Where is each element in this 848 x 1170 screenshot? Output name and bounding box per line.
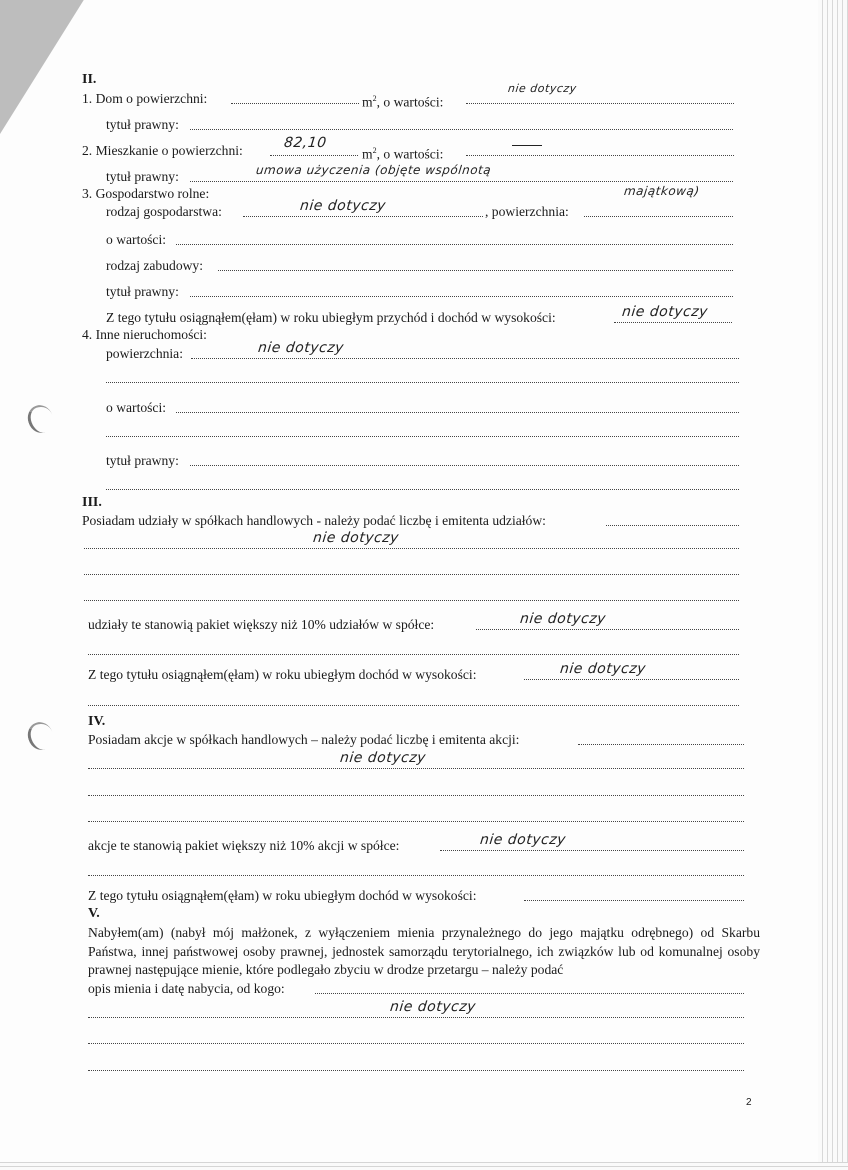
field-label: tytuł prawny:	[106, 169, 179, 184]
handwritten-entry: nie dotyczy	[339, 750, 427, 766]
handwritten-entry: 82,10	[283, 135, 328, 151]
fill-line	[88, 875, 744, 876]
fill-line	[270, 155, 358, 156]
handwritten-entry: umowa użyczenia (objęte wspólnotą	[255, 163, 492, 177]
section-heading: III.	[82, 495, 102, 510]
field-label: Z tego tytułu osiągnąłem(ęłam) w roku ubiegłym dochód w wysokości:	[88, 667, 477, 682]
fill-line	[466, 103, 734, 104]
fill-line	[614, 322, 732, 323]
page-number: 2	[746, 1097, 752, 1108]
punch-hole-icon	[24, 402, 57, 437]
fill-line	[88, 654, 739, 655]
field-label: , powierzchnia:	[485, 204, 569, 219]
field-label: $m^2$, o wartości:	[362, 94, 444, 110]
fill-line	[88, 795, 744, 796]
field-label: 3. Gospodarstwo rolne:	[82, 186, 210, 201]
fill-line	[84, 574, 739, 575]
fill-line	[243, 216, 483, 217]
field-label: Posiadam udziały w spółkach handlowych - należy podać liczbę i emitenta udziałów:	[82, 513, 546, 528]
section-paragraph: Nabyłem(am) (nabył mój małżonek, z wyłączeniem mienia przynależnego do jego majątku odrębnego) od Skarbu Państwa, innej państwowej osoby prawnej, jednostek samorządu terytorialnego, ich związków lub od komunalnej osoby prawnej następujące mienie, które podlegało zbyciu w drodze przetargu – należy podać	[88, 925, 760, 977]
fill-line	[440, 850, 744, 851]
fill-line	[106, 436, 739, 437]
fill-line	[176, 412, 739, 413]
field-label: udziały te stanowią pakiet większy niż 10% udziałów w spółce:	[88, 617, 435, 632]
fill-line	[106, 489, 739, 490]
fill-line	[190, 129, 733, 130]
fill-line	[218, 270, 733, 271]
field-label: o wartości:	[106, 400, 167, 415]
field-label: rodzaj gospodarstwa:	[106, 204, 222, 219]
handwritten-entry: nie dotyczy	[389, 999, 477, 1015]
field-label: o wartości:	[106, 232, 167, 247]
handwritten-entry: nie dotyczy	[257, 340, 345, 356]
section-heading: V.	[88, 906, 100, 921]
handwritten-entry: majątkową)	[623, 184, 701, 198]
fill-line	[84, 600, 739, 601]
fill-line	[190, 296, 733, 297]
fill-line	[191, 358, 739, 359]
field-label: 4. Inne nieruchomości:	[82, 327, 207, 342]
handwritten-entry: nie dotyczy	[519, 611, 607, 627]
fill-line	[190, 181, 733, 182]
fill-line	[190, 465, 739, 466]
handwritten-entry: nie dotyczy	[507, 82, 578, 95]
stacked-page-edges-bottom	[0, 1162, 848, 1170]
stacked-page-edges	[818, 0, 848, 1170]
fill-line	[106, 382, 739, 383]
field-label: 1. Dom o powierzchni:	[82, 91, 208, 106]
fill-line	[88, 1070, 744, 1071]
field-label: Posiadam akcje w spółkach handlowych – należy podać liczbę i emitenta akcji:	[88, 732, 520, 747]
section-heading: IV.	[88, 714, 106, 729]
field-label: akcje te stanowią pakiet większy niż 10% akcji w spółce:	[88, 838, 400, 853]
fill-line	[176, 244, 733, 245]
punch-hole-icon	[24, 719, 57, 754]
handwritten-entry: nie dotyczy	[621, 304, 709, 320]
handwritten-entry: nie dotyczy	[479, 832, 567, 848]
field-label: Z tego tytułu osiągnąłem(ęłam) w roku ubiegłym dochód w wysokości:	[88, 888, 477, 903]
fill-line	[231, 103, 359, 104]
fill-line	[578, 744, 744, 745]
fill-line	[524, 900, 744, 901]
handwritten-entry: nie dotyczy	[312, 530, 400, 546]
fill-line	[88, 821, 744, 822]
field-label: $m^2$, o wartości:	[362, 146, 444, 162]
handwritten-entry: nie dotyczy	[559, 661, 647, 677]
field-label: powierzchnia:	[106, 346, 183, 361]
field-label: tytuł prawny:	[106, 284, 179, 299]
fill-line	[315, 993, 744, 994]
fill-line	[584, 216, 733, 217]
folded-corner	[0, 0, 90, 150]
fill-line	[88, 768, 744, 769]
fill-line	[88, 705, 739, 706]
handwritten-dash	[512, 145, 542, 146]
fill-line	[88, 1017, 744, 1018]
field-label: rodzaj zabudowy:	[106, 258, 204, 273]
fill-line	[524, 679, 739, 680]
field-label: tytuł prawny:	[106, 453, 179, 468]
field-label: opis mienia i datę nabycia, od kogo:	[88, 981, 285, 996]
handwritten-entry: nie dotyczy	[299, 198, 387, 214]
section-heading: II.	[82, 72, 97, 87]
fill-line	[88, 1043, 744, 1044]
fill-line	[84, 548, 739, 549]
fill-line	[476, 629, 739, 630]
field-label: Z tego tytułu osiągnąłem(ęłam) w roku ubiegłym przychód i dochód w wysokości:	[106, 310, 556, 325]
fill-line	[466, 155, 734, 156]
field-label: tytuł prawny:	[106, 117, 179, 132]
fill-line	[606, 525, 739, 526]
field-label: 2. Mieszkanie o powierzchni:	[82, 143, 243, 158]
